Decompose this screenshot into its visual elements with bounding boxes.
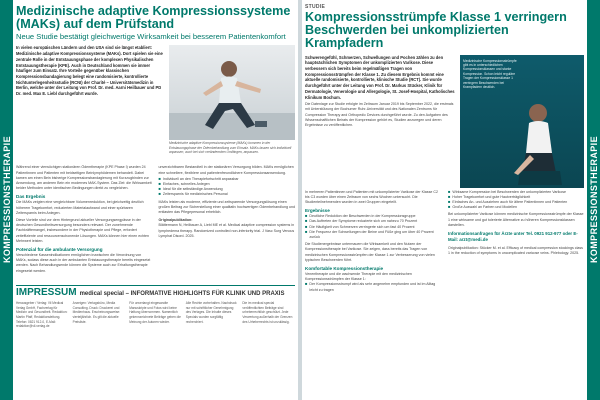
- right-col2-bullet-list: [448, 190, 585, 211]
- right-page-content: [305, 0, 585, 400]
- right-col2-text: Bei unkomplizierter Varikose können medizinische Kompressionsstrümpfe der Klasse 1 eine wirksame und gut tolerierte Alternative zu höheren Kompressionsklassen darstellen.: [448, 212, 584, 227]
- bullet-text: Große Auswahl an Farben und Modellen: [452, 205, 517, 210]
- right-columns: [305, 190, 585, 293]
- left-source-label: Originalpublikation:: [158, 218, 193, 223]
- bullet-icon: ■: [158, 186, 161, 192]
- right-page: [302, 0, 600, 400]
- impressum-title: IMPRESSUM: [16, 287, 77, 298]
- left-column-1: [16, 165, 153, 273]
- right-intro-text2: In mehreren Patientinnen und Patienten mit unkomplizierter Varikose der Klasse C2 bis C3 wurden über einen Zeitraum von sechs Wochen untersucht. Die Studienteilnehmenden wurden in zwei Gruppen eingeteilt.: [305, 189, 438, 204]
- right-intro-text: Die Datenlage zur Studie erfolgte im Zeitraum Januar 2019 bis September 2022, die erstmals mit Unterstützung der Bochumer Ruhr-Universität und des Nationalen Zentrums für Compression Therapy and Orthopedic Devices durchgeführt wurde. Zu den Aufgaben des Wissenschaftlichen Beirats der Kompression gehört es, Studien anzuregen und deren Ergebnisse zu veröffentlichen.: [305, 102, 454, 128]
- list-item: [159, 192, 296, 197]
- right-column-1: [305, 190, 442, 293]
- left-subheadline: Neue Studie bestätigt gleichwertige Wirksamkeit bei besserem Patientenkomfort: [16, 31, 286, 41]
- right-lead-row: [305, 55, 585, 188]
- bullet-text: Ideal für die selbständige Anwendung: [162, 187, 223, 192]
- right-column-2: [448, 190, 585, 293]
- left-source-text: Blättermann N, Heilbauer A, Liebl ME et al. Medical adaptive compression systems in lymphedema therapy. Randomized controlled non-inferiority trial. J Vasc Surg Venous Lymphat Disord. 2025.: [158, 223, 295, 238]
- bullet-icon: ■: [158, 181, 161, 187]
- list-item: [305, 230, 442, 240]
- impressum-col-4: Alle Rechte vorbehalten. Nachdruck nur mit schriftlicher Genehmigung des Verlages. Die Inhalte dieses Specials wurden sorgfältig recherchiert.: [185, 301, 237, 324]
- left-lead-row: [16, 45, 295, 163]
- left-columns: [16, 165, 295, 273]
- bullet-text: Das Auftreten der Symptome reduzierte sich um nahezu 70 Prozent: [309, 219, 418, 224]
- left-col2-bullet-list: [159, 177, 296, 198]
- woman-stretching-illustration: [169, 45, 295, 140]
- bullet-icon: ■: [305, 213, 308, 219]
- right-section1-bullet-list: [305, 214, 442, 240]
- bullet-icon: ■: [305, 223, 308, 229]
- bullet-icon: ■: [305, 218, 308, 224]
- bullet-text: Wirksame Kompression bei Beschwerden der unkomplizierten Varikose: [452, 189, 567, 194]
- impressum-box: [16, 285, 295, 400]
- left-section2-text: Verschiedene Kassenindikationen ermöglichen inzwischen die Verordnung von MAKs, sodass diese auch in der ambulanten Entstauungstherapie bereits eingesetzt werden. Nach Behandlungsende können die Systeme auch zur Erhaltungstherapie eingesetzt werden.: [16, 253, 151, 273]
- left-page-content: [16, 0, 295, 400]
- right-section1-text: Die Studienergebnisse untermauern die Wirksamkeit und den Nutzen der Kompressionstherapie bei Varikose. Sie zeigen, dass bereits das Tragen von medizinischen Kompressionsstrümpfen der Klasse 1 zur Verbesserung von vielen typischen Beschwerden führt.: [305, 242, 435, 262]
- right-section2-heading: Komfortable Kompressionstherapie: [305, 265, 384, 271]
- bullet-text: Einfaches An- und Ausziehen auch für ältere Patientinnen und Patienten: [452, 199, 568, 204]
- right-photo-block: [460, 55, 584, 188]
- right-lead-column: [305, 55, 455, 188]
- bullet-text: Individuell an den Therapiefortschritt anpassbar: [162, 176, 239, 181]
- bullet-text: Einfaches, schnelles Anlegen: [162, 182, 210, 187]
- bullet-icon: ■: [305, 228, 308, 234]
- impressum-col-1: Herausgeber / Verlag: Vil Medical Verlag GmbH, Fachverlag für Medizin und Gesundheit. Redaktion: Martin Pfaff, Redaktionsleitung. Telefon: 0821 912-0, E-Mail: redaktion@vil-verlag.de: [16, 301, 68, 329]
- impressum-col-3: Für unverlangt eingesandte Manuskripte und Fotos wird keine Haftung übernommen. Namentlich gekennzeichnete Beiträge geben die Meinung der Autoren wieder.: [129, 301, 181, 324]
- right-photo-caption: Medizinische Kompressionsstrümpfe gibt es in unterschiedlichen Kompressionsklassen und starke Kompression. Schon leicht reguläre Tragen der Kompressionsklasse 1 verringern Beschwerden bei Krampfadern deutlich.: [463, 58, 517, 90]
- right-section1-heading: Ergebnisse: [305, 208, 330, 214]
- left-photo: [169, 45, 295, 140]
- left-photo-block: [169, 45, 295, 163]
- impressum-columns: [16, 301, 295, 329]
- bullet-text: Zeitersparnis für medizinisches Personal: [162, 192, 228, 197]
- list-item: [448, 205, 585, 210]
- left-lead: In vielen europäischen Ländern und den USA sind sie längst etabliert: Medizinische adaptive Kompressionssysteme (MAKs). Dort spielen sie eine zentrale Rolle in der Entstauungsphase der komplexen Physikalischen Entstauungstherapie (KPE). Auch in Deutschland kommen sie immer häufiger zum Einsatz. Ihre Vorteile gegenüber klassischen Kompressionsbandagierung belegt eine randomisierte, kontrollierte Nichtunterlegenheitsstudie (RCNI) der Charité – Universitätsmedizin in Berlin, welche unter der Leitung von Prof. Dr. med. Aarni Heilbauer und PD Dr. med. Max E. Liebl durchgeführt wurde.: [16, 45, 163, 97]
- impressum-col-2: Anzeigen: Verlagsbüro, Media Consulting. Druck: Druckerei und Medienhaus. Erscheinungsweise: vierteljährlich. Es gilt die aktuelle Preisliste.: [72, 301, 121, 324]
- left-section-band-label: KOMPRESSIONSTHERAPIE: [1, 136, 12, 264]
- left-headline: Medizinische adaptive Kompressionssysteme (MAKs) auf dem Prüfstand: [16, 4, 291, 31]
- left-page: [0, 0, 298, 400]
- bullet-text: Die Frequenz der Schwellungen der Beine und Füße ging um über 40 Prozent zurück: [309, 229, 434, 239]
- bullet-text: Hoher Tragekomfort und gute Hautverträglichkeit: [452, 194, 531, 199]
- right-headline: Kompressionsstrümpfe Klasse 1 verringern Beschwerden bei unkomplizierten Krampfadern: [305, 10, 567, 50]
- bullet-icon: ■: [448, 188, 451, 194]
- impressum-subtitle: medical special – INFORMATIVE HIGHLIGHTS FÜR KLINIK UND PRAXIS: [79, 291, 285, 297]
- left-photo-caption: Medizinische adaptive Kompressionssysteme (MAKs) kommen in der Entstauungsphase der Ödembehandlung zum Einsatz. MAKs lassen sich individuell anpassen, auch bei sich verändernden Umfängen, anpassen.: [169, 141, 292, 155]
- right-section2-text: Venentherapie und die wachsende Therapie mit den medizinischen Kompressionsstrümpfen der Klasse 1:: [305, 271, 412, 282]
- left-section-band: [0, 0, 13, 400]
- bullet-icon: ■: [448, 193, 451, 199]
- bullet-icon: ■: [448, 198, 451, 204]
- right-section-band-label: KOMPRESSIONSTHERAPIE: [588, 136, 599, 264]
- left-col2-text: unverzichtbaren Bestandteil in der stationären Versorgung bilden. MAKs ermöglichen eine schnellere, flexiblere und patientenfreundlichere Kompressionsanwendung.: [158, 165, 294, 175]
- right-info-line: Informationsanfragen für Ärzte unter Tel. 0921 912-977 oder E-Mail: arzt@medi.de: [448, 230, 578, 242]
- bullet-icon: ■: [305, 281, 308, 287]
- left-col1-intro: Während einer vierwöchigen stationären Ödemtherapie (KPE Phase I) wurden 24 Patientinnen und Patienten mit beidseitigen Beinlymphödemen behandelt. Dabei kamen am einen Bein bisherige Kompressionsbandagierung mit Kurzzugbinden zur Anwendung, am anderen Bein ein modernes MAK-System. Das Ziel: die Wirksamkeit beider Methoden unter identischen Bedingungen direkt zu vergleichen.: [16, 165, 152, 191]
- bullet-text: Der Kompressionsstrumpf wird als sehr angenehm empfunden und ist im Alltag leicht zu tragen: [309, 282, 436, 292]
- impressum-header: [16, 288, 295, 298]
- impressum-col-5: Die im medical special veröffentlichten Beiträge sind urheberrechtlich geschützt. Jede Verwertung außerhalb der Grenzen des Urheberrechts ist unzulässig.: [242, 301, 293, 324]
- bullet-icon: ■: [158, 175, 161, 181]
- bullet-icon: ■: [158, 191, 161, 197]
- left-section1-heading: Das Ergebnis: [16, 194, 46, 200]
- bullet-icon: ■: [448, 204, 451, 210]
- left-section2-heading: Potenzial für die ambulante Versorgung: [16, 247, 103, 253]
- right-source-text: Originalpublikation: Stücker M. et al. Efficacy of medical compression stockings class 1 in the reduction of symptoms in uncomplicated varicose veins. Phlebology. 2025.: [448, 245, 583, 256]
- right-lead: Schwerengefühl, Schmerzen, Schwellungen und Pochen zählen zu den hauptsächlichen Symptomen der unkomplizierten Varikose. Diese verbessern sich bereits beim regelmäßigen Tragen von Kompressionsstrümpfen der Klasse 1. Zu diesem Ergebnis kommt eine aktuelle randomisierte, kontrollierte, klinische Studie (RCT). Sie wurde durchgeführt unter der Leitung von Prof. Dr. Markus Stücker, Klinik für Dermatologie, Venerologie und Allergologie, St. Josef-Hospital, Katholisches Klinikum Bochum.: [305, 54, 455, 100]
- left-section1-text2: Diese Vorteile sind vor dem Hintergrund aktueller Versorgungsengpässe in der deutschen Gesundheitsversorgung besonders relevant. Der zunehmende Fachkräftemangel, insbesondere in der Physiotherapie und Pflege, erfordert zeiteffiziente und ressourcenschonende Lösungen. MAKs können hier einen echten Mehrwert leisten.: [16, 218, 149, 243]
- list-item: [305, 282, 442, 292]
- right-section-band: [587, 0, 600, 400]
- left-col2-text2: MAKs leisten als moderne, effiziente und zeitsparende Versorgungslösung einen großen Beitrag zur Sicherstellung einer qualitativ hochwertigen Ödembehandlung und entlasten das Pflegepersonal erheblich.: [158, 199, 295, 215]
- left-section1-text: Die MAKs zeigten eine vergleichbare Volumenreduktion, bei gleichzeitig deutlich höherem Tragekomfort, reduzierten Materialaufwand und einer spürbaren Zeitersparnis beim Anlegen.: [16, 200, 144, 215]
- bullet-text: Deutliche Reduktion der Beschwerden in der Kompressionsgruppe: [309, 214, 416, 219]
- left-column-2: [159, 165, 296, 273]
- right-tag: STUDIE: [305, 4, 326, 10]
- bullet-text: Die Häufigkeit von Schmerzen verringerte sich um fast 40 Prozent: [309, 224, 415, 229]
